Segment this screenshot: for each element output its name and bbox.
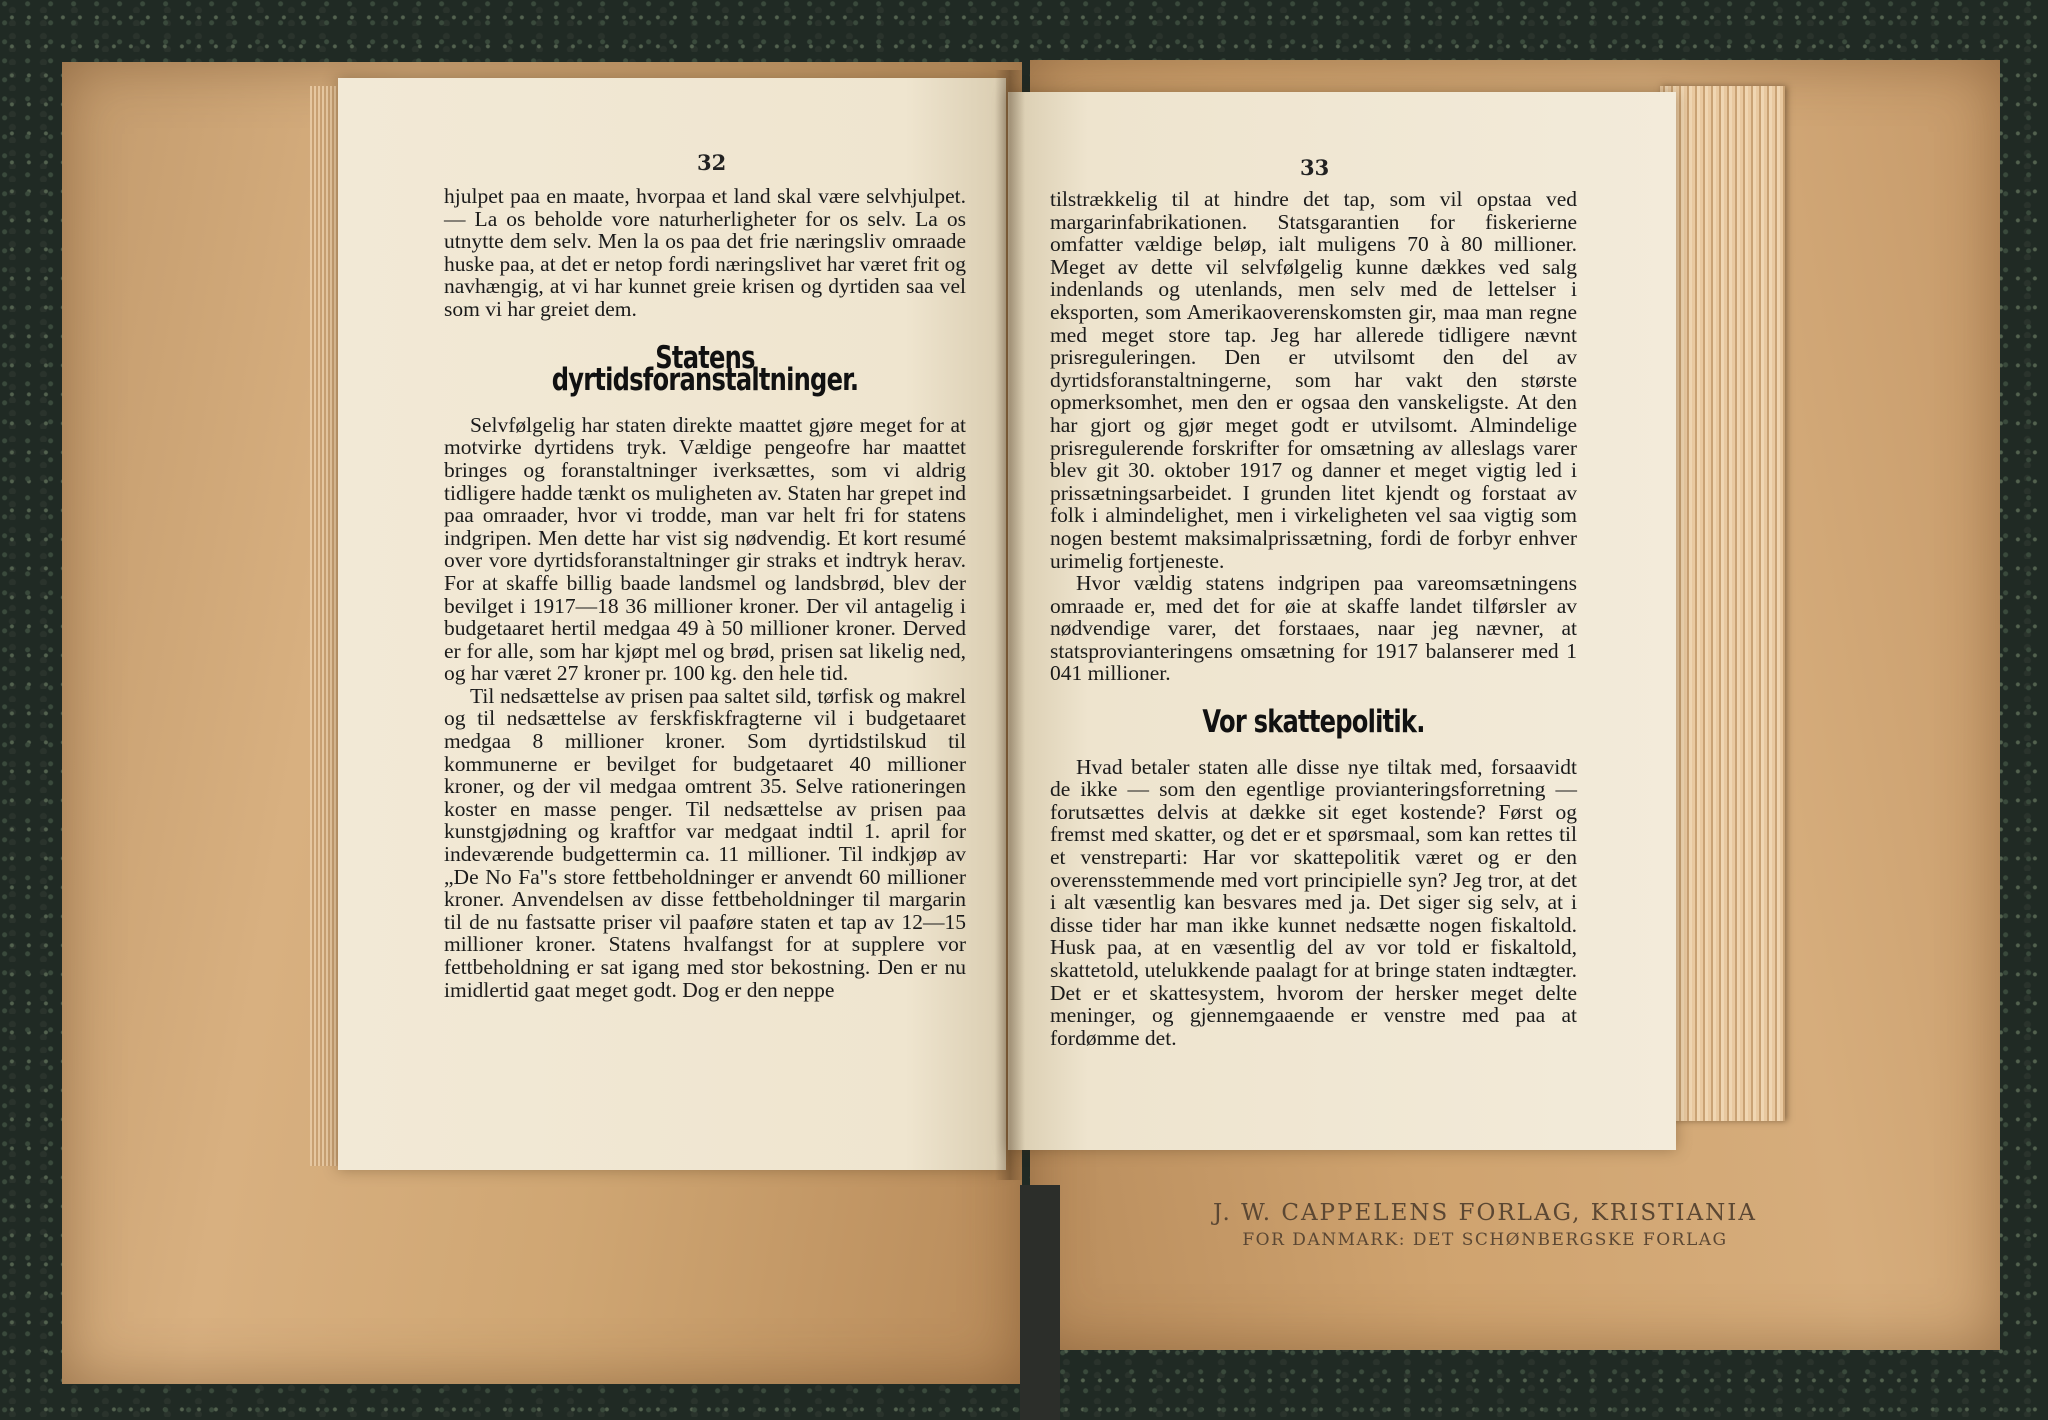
right-paragraph-top: Hvor vældig statens indgripen paa vareomsætningens omraade er, med det for øie at skaffe landet tilførsler av nødvendige varer, det forstaaes, naar jeg nævner, at statsprovianteringens omsætning for 1917 balanserer med 1 041 millioner. <box>1050 571 1577 686</box>
imprint-line-2: FOR DANMARK: DET SCHØNBERGSKE FORLAG <box>1242 1230 1728 1250</box>
left-page-text <box>444 185 966 1001</box>
imprint-line-1: J. W. CAPPELENS FORLAG, KRISTIANIA <box>1213 1200 1757 1226</box>
right-section-heading: Vor skattepolitik. <box>1202 704 1425 741</box>
book-gutter <box>995 70 1025 1180</box>
left-paragraph: Selvfølgelig har staten direkte maattet gjøre meget for at motvirke dyrtidens tryk. Vældige pengeofre har maattet bringes og foranstaltninger iverksættes, som vi aldrig tidligere hadde tænkt os muligheten av. Staten har grepet ind paa omraader, hvor vi trodde, man var helt fri for statens indgripen. Men dette har vist sig nødvendig. Et kort resumé over vore dyrtidsforanstaltninger gir straks et indtryk herav. For at skaffe billig baade landsmel og landsbrød, blev der bevilget i 1917—18 36 millioner kroner. Der vil antagelig i budgetaaret hertil medgaa 49 à 50 millioner kroner. Derved er for alle, som har kjøpt mel og brød, prisen sat likelig ned, og har været 27 kroner pr. 100 kg. den hele tid. <box>444 412 966 686</box>
publisher-imprint <box>1190 1200 1780 1250</box>
right-paragraph: Hvad betaler staten alle disse nye tiltak med, forsaavidt de ikke — som den egentlige provianteringsforretning — forutsættes delvis at dække sit eget kostende? Først og fremst med skatter, og det er et spørsmaal, som kan rettes til et venstreparti: Har vor skattepolitik været og er den overensstemmende med vort principielle syn? Jeg tror, at det i alt væsentlig kan besvares med ja. Det siger sig selv, at i disse tider har man ikke kunnet nedsætte nogen fiskaltold. Husk paa, at en væsentlig del av vor told er fiskaltold, skattetold, utelukkende paalagt for at bringe staten indtægter. Det er et skattesystem, hvorom der hersker meget delte meninger, og gjennemgaaende er venstre med paa at fordømme det. <box>1050 754 1577 1050</box>
right-paragraph-top: tilstrækkelig til at hindre det tap, som vil opstaa ved margarinfabrikationen. Statsgarantien for fiskerierne omfatter vældige beløp, ialt muligens 70 à 80 millioner. Meget av dette vil selvfølgelig kunne dækkes ved salg indenlands og utenlands, men selv med de lettelser i eksporten, som Amerikaoverenskomsten gir, maa man regne med meget store tap. Jeg har allerede tidligere nævnt prisreguleringen. Den er utvilsomt den del av dyrtidsforanstaltningerne, som har vakt den største opmerksomhet, men den er ogsaa den vanskeligste. At den har gjort og gjør meget godt er utvilsomt. Almindelige prisregulerende forskrifter for omsætning av alleslags varer blev git 30. oktober 1917 og danner et meget vigtig led i prissætningsarbeidet. I grunden litet kjendt og forstaat av folk i almindelighet, men i virkeligheten vel saa vigtig som nogen bestemt maksimalprissætning, fordi de forbyr enhver urimelig fortjeneste. <box>1050 187 1577 573</box>
right-page-number: 33 <box>1300 155 1330 180</box>
right-page-text <box>1050 188 1577 1049</box>
left-paragraph-top: hjulpet paa en maate, hvorpaa et land skal være selvhjulpet. — La os beholde vore naturherligheter for os selv. La os utnytte dem selv. Men la os paa det frie næringsliv omraade huske paa, at det er netop fordi næringslivet har været frit og navhængig, at vi har kunnet greie krisen og dyrtiden saa vel som vi har greiet dem. <box>444 184 966 321</box>
spine-binding <box>1020 1185 1060 1420</box>
page-edges-left <box>310 86 340 1166</box>
left-page-number: 32 <box>697 150 727 175</box>
left-paragraph: Til nedsættelse av prisen paa saltet sild, tørfisk og makrel og til nedsættelse av ferskfiskfragterne vil i budgetaaret medgaa 8 millioner kroner. Som dyrtidstilskud til kommunerne er bevilget for budgetaaret 40 millioner kroner, og der vil medgaa omtrent 35. Selve rationeringen koster en masse penger. Til nedsættelse av prisen paa kunstgjødning og kraftfor var medgaat indtil 1. april for indeværende budgettermin ca. 11 millioner. Til indkjøp av „De No Fa"s store fettbeholdninger er anvendt 60 millioner kroner. Anvendelsen av disse fettbeholdninger til margarin til de nu fastsatte priser vil paaføre staten et tap av 12—15 millioner kroner. Statens hvalfangst for at supplere vor fettbeholdning er sat igang med stor bekostning. Den er nu imidlertid gaat meget godt. Dog er den neppe <box>444 683 966 1002</box>
page-edges-right <box>1660 86 1785 1121</box>
left-section-heading: Statens dyrtidsforanstaltninger. <box>551 339 859 399</box>
